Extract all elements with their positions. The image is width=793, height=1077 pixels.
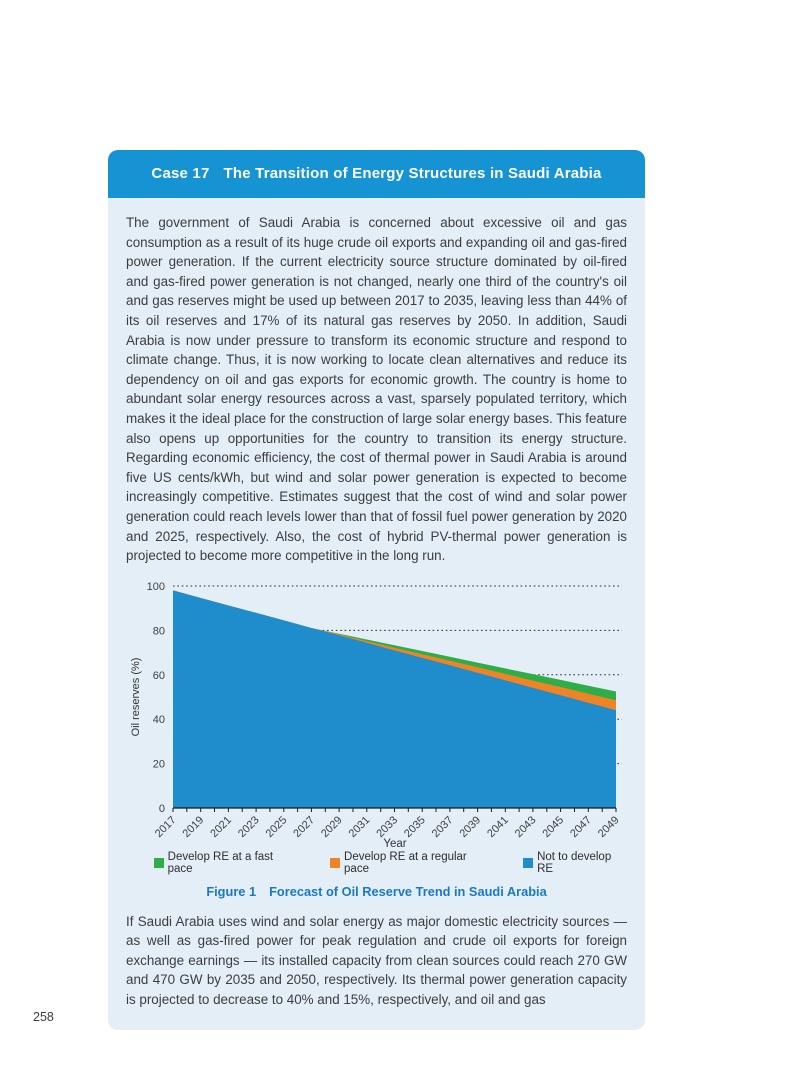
figure-caption [126, 884, 627, 899]
x-tick-label: 2019 [180, 813, 207, 840]
x-tick-label: 2033 [374, 813, 401, 840]
legend-label: Develop RE at a fast pace [167, 850, 274, 875]
x-tick-label: 2047 [568, 813, 594, 840]
x-tick-label: 2023 [235, 813, 262, 840]
case-study-box [108, 150, 645, 1030]
y-tick-label: 40 [152, 713, 165, 726]
y-axis-title: Oil reserves (%) [130, 657, 142, 737]
legend-label: Not to develop RE [537, 850, 612, 875]
case-header-bar [108, 150, 645, 198]
x-tick-label: 2037 [429, 813, 456, 840]
legend-swatch-blue [523, 858, 533, 868]
series-area-2 [173, 590, 616, 808]
y-tick-label: 100 [146, 580, 165, 593]
case-title: The Transition of Energy Structures in Saudi Arabia [223, 165, 602, 182]
case-number: Case 17 [151, 165, 210, 182]
x-tick-label: 2041 [485, 813, 511, 840]
x-tick-label: 2035 [402, 813, 428, 840]
y-tick-label: 60 [152, 669, 165, 682]
x-tick-label: 2043 [512, 813, 539, 840]
y-tick-label: 80 [152, 625, 165, 638]
x-tick-label: 2027 [291, 813, 318, 840]
chart-legend [126, 851, 627, 875]
x-tick-label: 2017 [152, 813, 179, 840]
legend-item-no-re [523, 851, 627, 875]
legend-item-regular-pace [330, 851, 489, 875]
page-number: 258 [33, 1010, 54, 1024]
x-tick-label: 2039 [457, 813, 484, 840]
x-axis-title: Year [383, 837, 407, 850]
x-tick-label: 2025 [263, 813, 290, 840]
x-tick-label: 2049 [595, 813, 622, 840]
oil-reserves-chart [126, 576, 627, 851]
y-tick-label: 20 [152, 758, 165, 771]
x-tick-label: 2045 [540, 813, 567, 840]
legend-item-fast-pace [154, 851, 296, 875]
body-paragraph-2: If Saudi Arabia uses wind and solar energy as major domestic electricity sources — as well as gas-fired power for peak regulation and crude oil exports for foreign exchange earnings — its installed capacity from clean sources could reach 270 GW and 470 GW by 2035 and 2050, respectively. Its thermal power generation capacity is projected to decrease to 40% and 15%, respectively, and oil and gas [126, 913, 627, 1008]
figure-title: Forecast of Oil Reserve Trend in Saudi Arabia [269, 883, 547, 899]
body-paragraph-1: The government of Saudi Arabia is concerned about excessive oil and gas consumption as a result of its huge crude oil exports and expanding oil and gas-fired power generation. If the current electricity source structure dominated by oil-fired and gas-fired power generation is not changed, nearly one third of the country's oil and gas reserves might be used up between 2017 to 2035, leaving less than 44% of its oil reserves and 17% of its natural gas reserves by 2050. In addition, Saudi Arabia is now under pressure to transform its economic structure and respond to climate change. Thus, it is now working to locate clean alternatives and reduce its dependency on oil and gas exports for economic growth. The country is home to abundant solar energy resources across a vast, sparsely populated territory, which makes it the ideal place for the construction of large solar energy bases. This feature also opens up opportunities for the country to transition its energy structure. Regarding economic efficiency, the cost of thermal power in Saudi Arabia is around five US cents/kWh, but wind and solar power generation is expected to become increasingly competitive. Estimates suggest that the cost of wind and solar power generation could reach levels lower than that of fossil fuel power generation by 2020 and 2025, respectively. Also, the cost of hybrid PV-thermal power generation is projected to become more competitive in the long run. [126, 215, 627, 564]
legend-swatch-orange [330, 858, 340, 868]
figure-1-chart-area [126, 576, 627, 899]
legend-label: Develop RE at a regular pace [344, 850, 467, 875]
case-body [108, 198, 645, 1030]
legend-swatch-green [154, 858, 164, 868]
x-tick-label: 2031 [346, 813, 373, 840]
y-tick-label: 0 [158, 802, 165, 815]
x-tick-label: 2021 [208, 813, 235, 840]
x-tick-label: 2029 [318, 813, 345, 840]
figure-number: Figure 1 [206, 883, 257, 899]
